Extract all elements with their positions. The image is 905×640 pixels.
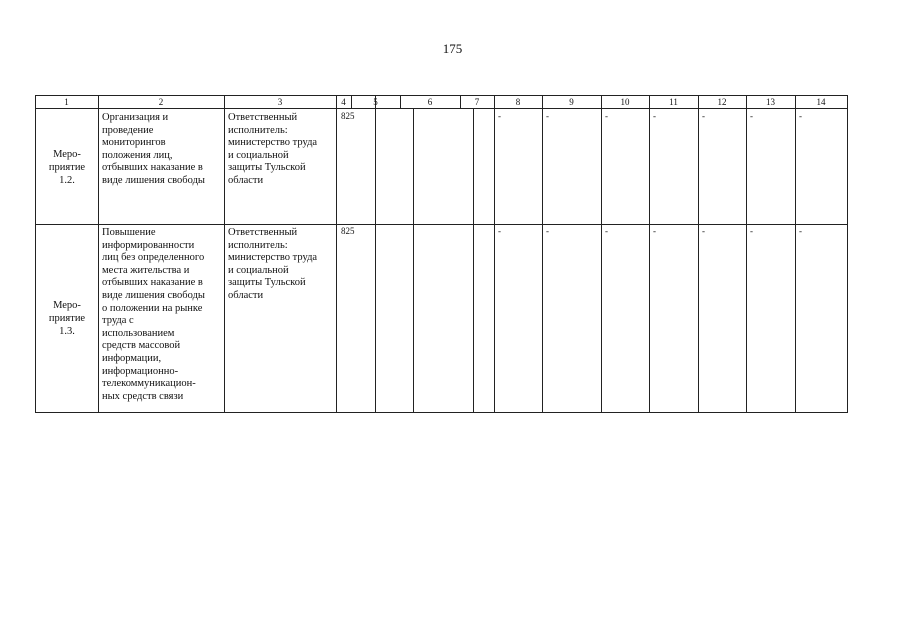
code-cell-1: 825: [341, 111, 355, 121]
col-border: [413, 108, 414, 413]
activity-text-2: Повышение информированности лиц без определенного места жительства и отбывших наказание в виде лишения свободы о положении на рынке труда с использованием средств массовой информации, информационно- телекоммуникацион- ных средств связи: [102, 227, 205, 402]
dash-2-9: -: [546, 226, 549, 236]
col-border: [601, 95, 602, 413]
dash-2-13: -: [750, 226, 753, 236]
col-border: [542, 95, 543, 413]
row-label-2: Меро- приятие 1.3.: [48, 300, 86, 337]
column-header-13: 13: [766, 97, 775, 107]
column-header-3: 3: [277, 97, 283, 107]
dash-1-13: -: [750, 111, 753, 121]
code-cell-2: 825: [341, 226, 355, 236]
column-header-5: 5: [373, 97, 378, 107]
col-border: [473, 108, 474, 413]
col-border: [35, 95, 36, 413]
page-number: 175: [442, 41, 463, 56]
column-header-2: 2: [158, 97, 164, 107]
col-border: [746, 95, 747, 413]
table-bottom-border: [35, 412, 848, 413]
column-header-8: 8: [515, 97, 521, 107]
column-header-14: 14: [816, 97, 826, 107]
col-border: [224, 95, 225, 413]
dash-1-11: -: [653, 111, 656, 121]
dash-1-14: -: [799, 111, 802, 121]
col-border: [375, 95, 376, 413]
activity-text-1: Организация и проведение мониторингов положения лиц, отбывших наказание в виде лишения свободы: [102, 112, 205, 186]
dash-1-10: -: [605, 111, 608, 121]
dash-1-12: -: [702, 111, 705, 121]
header-bottom-border: [35, 108, 848, 109]
col-border: [649, 95, 650, 413]
col-border: [698, 95, 699, 413]
dash-1-8: -: [498, 111, 501, 121]
executor-text-1: Ответственный исполнитель: министерство труда и социальной защиты Тульской области: [228, 112, 318, 186]
column-header-6: 6: [427, 97, 433, 107]
column-header-7: 7: [474, 97, 480, 107]
col-border: [847, 95, 848, 413]
dash-2-14: -: [799, 226, 802, 236]
col-border: [494, 95, 495, 413]
col-border: [336, 95, 337, 413]
column-header-4: 4: [341, 97, 346, 107]
column-header-10: 10: [620, 97, 630, 107]
dash-2-10: -: [605, 226, 608, 236]
dash-2-12: -: [702, 226, 705, 236]
col-border: [98, 95, 99, 413]
row-separator: [35, 224, 848, 225]
column-header-12: 12: [717, 97, 727, 107]
dash-1-9: -: [546, 111, 549, 121]
column-header-9: 9: [569, 97, 574, 107]
dash-2-11: -: [653, 226, 656, 236]
executor-text-2: Ответственный исполнитель: министерство труда и социальной защиты Тульской области: [228, 227, 318, 301]
column-header-11: 11: [669, 97, 678, 107]
col-border: [795, 95, 796, 413]
dash-2-8: -: [498, 226, 501, 236]
column-header-1: 1: [64, 97, 69, 107]
row-label-1: Меро- приятие 1.2.: [48, 149, 86, 186]
